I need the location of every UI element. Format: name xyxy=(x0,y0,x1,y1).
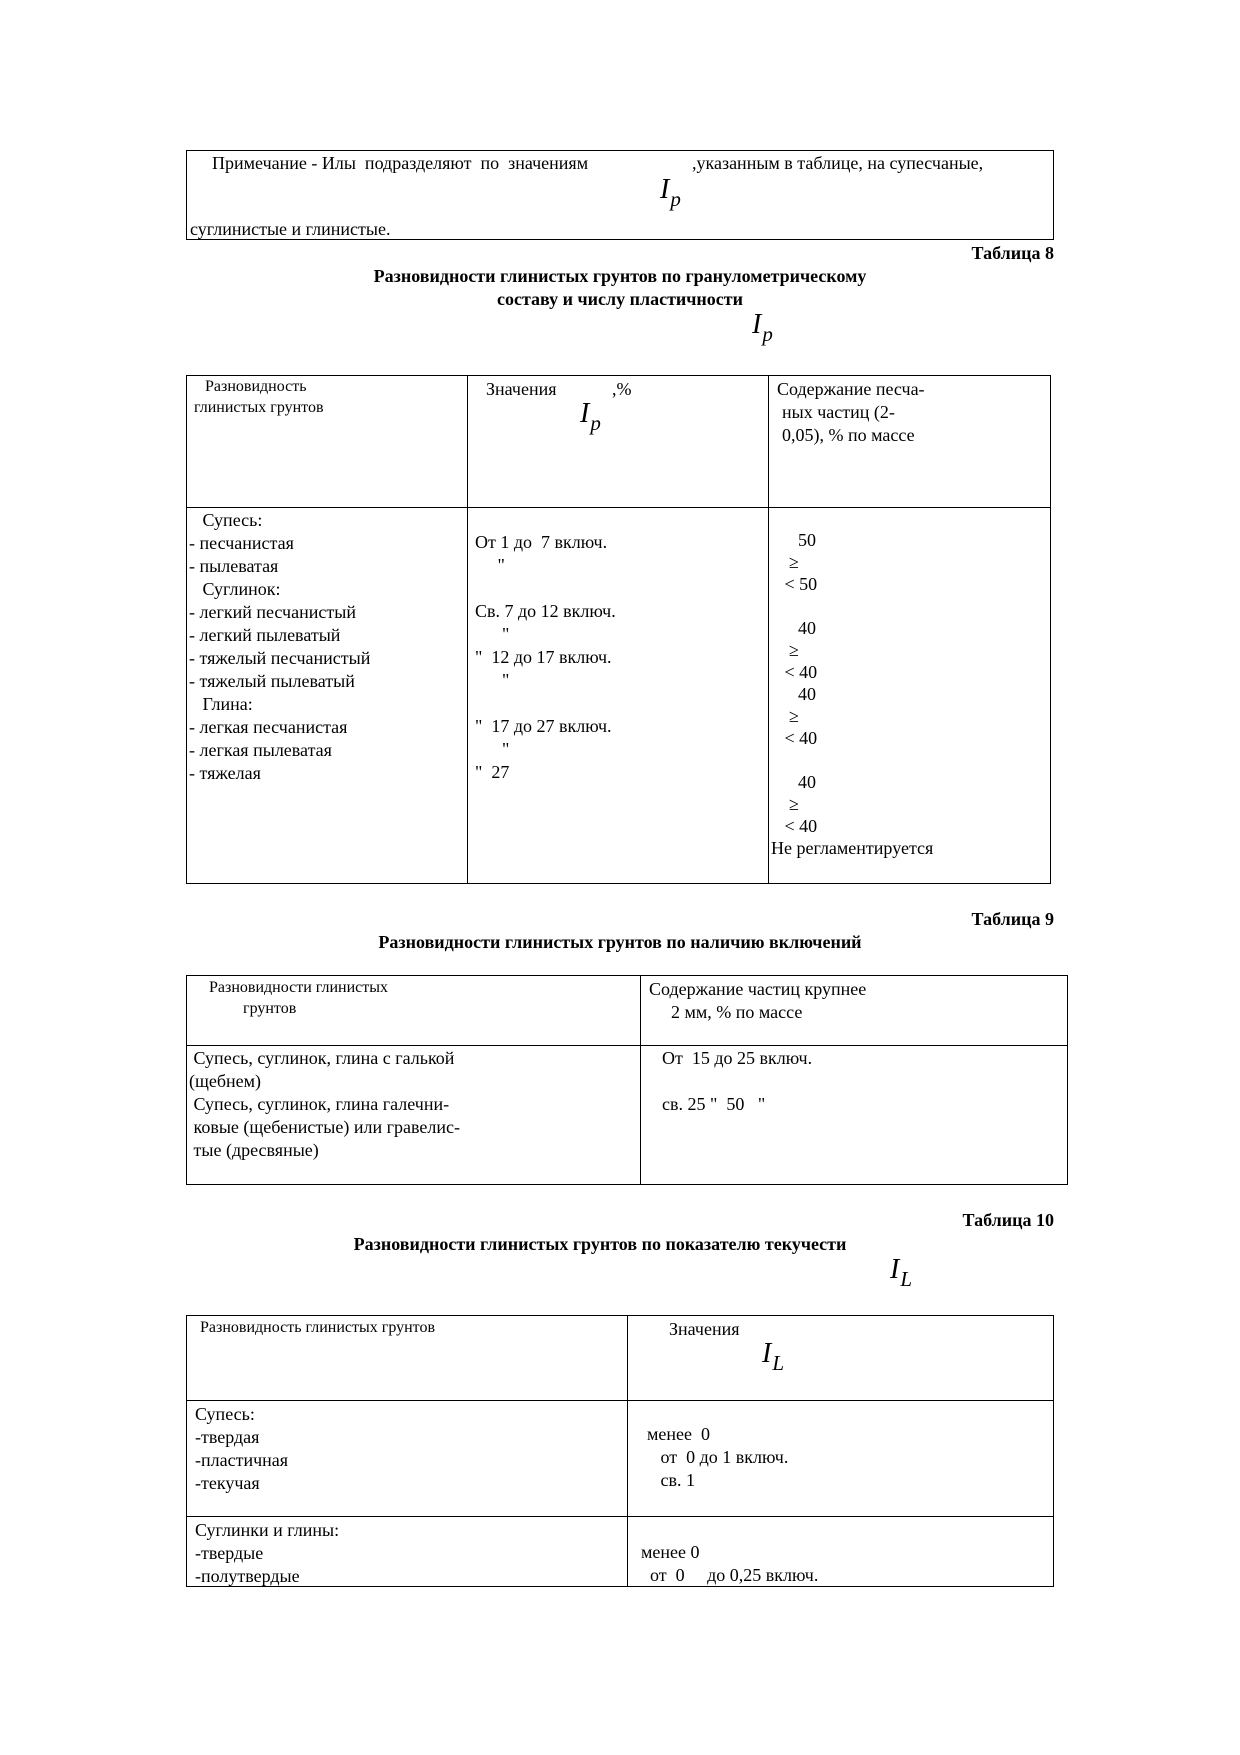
table8-col1-line: - тяжелый песчанистый xyxy=(189,648,371,668)
table8-col3-line: < 50 xyxy=(771,574,818,594)
ip-symbol-note: $I_p$ xyxy=(660,174,681,211)
table8-label: Таблица 8 xyxy=(971,243,1054,263)
table8-col3-line: ≥ xyxy=(771,640,799,660)
table9-col1-line: ковые (щебенистые) или гравелис- xyxy=(189,1117,460,1137)
table10-row1-col2-line: менее 0 xyxy=(647,1424,710,1444)
table8-col2-line: " 17 до 27 включ. xyxy=(475,716,612,736)
table8-header-col3-line2: ных частиц (2- xyxy=(782,402,895,422)
table8-col2-line: " xyxy=(475,555,505,575)
table8-col3-line: < 40 xyxy=(771,816,818,836)
table9-col2-line: св. 25 " 50 " xyxy=(644,1094,766,1114)
table8-col1-line: - пылеватая xyxy=(189,556,279,576)
table8-col3-line: < 40 xyxy=(771,662,818,682)
table8-col1-line: - тяжелая xyxy=(189,763,261,783)
table9-header-col1-line1: Разновидности глинистых xyxy=(209,979,389,996)
table9-col-divider xyxy=(640,975,641,1185)
table9-header-col1-line2: грунтов xyxy=(243,1000,297,1017)
table8-header-col3-line3: 0,05), % по массе xyxy=(782,425,915,445)
table10-header-col2: Значения xyxy=(669,1319,740,1339)
table10-row2-col1 xyxy=(195,1519,339,1588)
table8-col1-line: Супесь: xyxy=(189,510,263,530)
table9-col1-line: (щебнем) xyxy=(189,1071,262,1091)
table8-col1-line: Глина: xyxy=(189,694,253,714)
table8-header-col3-line1: Содержание песча- xyxy=(777,379,925,399)
table8-title-line2: составу и числу пластичности xyxy=(496,289,744,309)
table8-col1-line: - легкая пылеватая xyxy=(189,740,332,760)
table8-col2-line: Св. 7 до 12 включ. xyxy=(475,601,616,621)
table8-col2 xyxy=(475,531,616,784)
table8-col2-line: От 1 до 7 включ. xyxy=(475,532,608,552)
il-symbol-table10-header: $I_L$ xyxy=(762,1338,785,1375)
table10-row2-col2-line: менее 0 xyxy=(641,1542,700,1562)
table8-col2-line xyxy=(475,692,616,715)
table8-header-divider xyxy=(186,507,1051,508)
table8-col3-line: < 40 xyxy=(771,728,818,748)
table8-title-line1: Разновидности глинистых грунтов по гранулометрическому xyxy=(373,266,867,286)
table8-col1-line: - песчанистая xyxy=(189,533,294,553)
table8-col2-line: " 12 до 17 включ. xyxy=(475,647,612,667)
table10-row1-col1-line: Супесь: xyxy=(195,1404,255,1424)
table9-header-divider xyxy=(186,1045,1068,1046)
table8-col2-line: " xyxy=(475,739,510,759)
table8-col-divider-1 xyxy=(467,375,468,884)
table10-row2-col1-line: -твердые xyxy=(195,1543,264,1563)
table8-col1 xyxy=(189,509,370,785)
table8-col1-line: - легкая песчанистая xyxy=(189,717,348,737)
table9-header-col2-line2: 2 мм, % по массе xyxy=(671,1002,803,1022)
table8-col2-line: " xyxy=(475,670,510,690)
table10-row-divider xyxy=(186,1516,1054,1517)
table9-header-col2-line1: Содержание частиц крупнее xyxy=(649,979,867,999)
table8-col3-line: 50 xyxy=(771,530,816,550)
table8-header-col2-unit: ,% xyxy=(612,379,632,399)
table9-col1-line: тые (дресвяные) xyxy=(189,1140,319,1160)
table8-col3-line: ≥ xyxy=(771,706,799,726)
il-symbol-table10-title: $I_L$ xyxy=(890,1254,913,1291)
table9-col2-line xyxy=(644,1070,812,1093)
table10-row1-col2-line: св. 1 xyxy=(647,1470,695,1490)
table8-col3 xyxy=(771,529,933,859)
table8-col3-line: 40 xyxy=(771,772,816,792)
table8-col2-line: " xyxy=(475,624,510,644)
table8-col1-line: Суглинок: xyxy=(189,579,281,599)
table8-col1-line: - тяжелый пылеватый xyxy=(189,671,355,691)
table9-label: Таблица 9 xyxy=(971,909,1054,929)
table8-col-divider-2 xyxy=(768,375,769,884)
table8-header-col2-text: Значения xyxy=(486,379,557,399)
note-line1-text: Примечание - Илы подразделяют по значениям xyxy=(212,153,589,173)
table10-title: Разновидности глинистых грунтов по показателю текучести xyxy=(353,1234,847,1254)
table8-col1-line: - легкий пылеватый xyxy=(189,625,341,645)
table10-row2-col1-line: Суглинки и глины: xyxy=(195,1520,340,1540)
ip-symbol-table8-title: $I_p$ xyxy=(752,309,773,346)
table8-header-col1-line2: глинистых грунтов xyxy=(194,399,324,416)
table10-col-divider xyxy=(627,1315,628,1587)
note-line1-text-cont: ,указанным в таблице, на супесчаные, xyxy=(692,153,984,173)
table8-col2-line: " 27 xyxy=(475,762,510,782)
table10-label: Таблица 10 xyxy=(962,1210,1054,1230)
table9-title: Разновидности глинистых грунтов по наличию включений xyxy=(378,932,862,952)
table8-col3-line: 40 xyxy=(771,684,816,704)
table10-row1-col2-line: от 0 до 1 включ. xyxy=(647,1447,789,1467)
table9-col1-line: Супесь, суглинок, глина галечни- xyxy=(189,1094,450,1114)
table9-col1-line: Супесь, суглинок, глина с галькой xyxy=(189,1048,455,1068)
table9-col2-line: От 15 до 25 включ. xyxy=(644,1048,813,1068)
table8-header-col1-line1: Разновидность xyxy=(205,378,307,395)
table10-row2-col2 xyxy=(641,1541,818,1587)
table10-row1-col1 xyxy=(195,1403,288,1495)
table8-col2-line xyxy=(475,577,616,600)
table8-col3-line: ≥ xyxy=(771,794,799,814)
table10-row1-col1-line: -твердая xyxy=(195,1427,260,1447)
table8-col3-line: ≥ xyxy=(771,552,799,572)
table10-row1-col1-line: -текучая xyxy=(195,1473,260,1493)
table8-col3-line: Не регламентируется xyxy=(771,838,934,858)
ip-symbol-table8-header: $I_p$ xyxy=(580,398,601,435)
table10-row1-col1-line: -пластичная xyxy=(195,1450,289,1470)
table10-header-col1: Разновидность глинистых грунтов xyxy=(200,1319,436,1336)
table8-col3-line: 40 xyxy=(771,618,816,638)
table10-header-divider xyxy=(186,1400,1054,1401)
table10-row2-col2-line: от 0 до 0,25 включ. xyxy=(641,1565,819,1585)
table8-col3-line xyxy=(771,595,933,617)
table8-col1-line: - легкий песчанистый xyxy=(189,602,356,622)
table8-col3-line xyxy=(771,749,933,771)
table10-row2-col1-line: -полутвердые xyxy=(195,1566,300,1586)
table9-col2 xyxy=(644,1047,812,1116)
table9-col1 xyxy=(189,1047,460,1162)
table10-row1-col2 xyxy=(647,1423,788,1492)
note-line2-text: суглинистые и глинистые. xyxy=(190,219,391,239)
